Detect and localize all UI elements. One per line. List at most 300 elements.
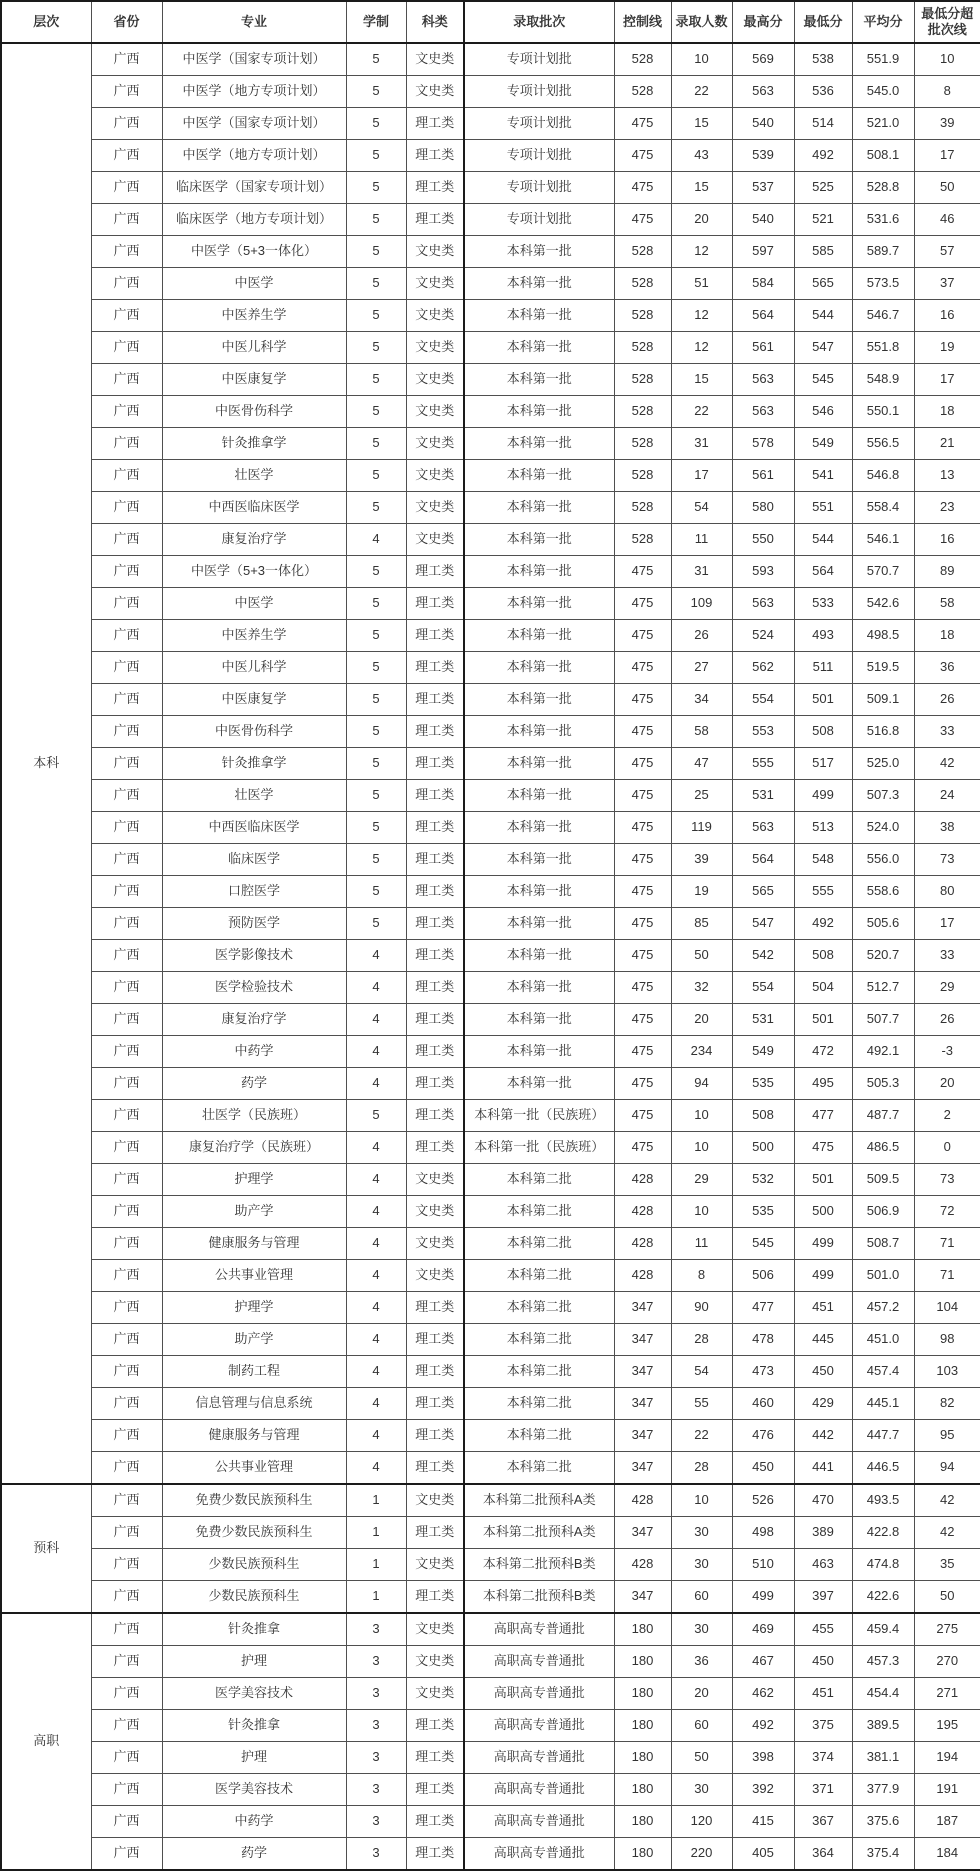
- cell-over-batch-line: 94: [914, 1452, 980, 1485]
- cell-province: 广西: [91, 108, 162, 140]
- cell-lowest-score: 501: [794, 1164, 852, 1196]
- cell-average-score: 445.1: [852, 1388, 914, 1420]
- cell-admitted-count: 10: [671, 1484, 732, 1517]
- cell-major: 针灸推拿: [162, 1710, 346, 1742]
- cell-province: 广西: [91, 1806, 162, 1838]
- col-header-lowest-score: 最低分: [794, 1, 852, 43]
- cell-over-batch-line: 50: [914, 1581, 980, 1614]
- cell-lowest-score: 445: [794, 1324, 852, 1356]
- cell-major: 医学影像技术: [162, 940, 346, 972]
- cell-lowest-score: 367: [794, 1806, 852, 1838]
- cell-average-score: 457.2: [852, 1292, 914, 1324]
- cell-duration: 1: [346, 1549, 406, 1581]
- cell-control-line: 180: [614, 1806, 671, 1838]
- cell-admission-batch: 专项计划批: [464, 43, 614, 76]
- cell-admitted-count: 15: [671, 364, 732, 396]
- cell-lowest-score: 371: [794, 1774, 852, 1806]
- cell-highest-score: 554: [732, 684, 794, 716]
- cell-highest-score: 531: [732, 780, 794, 812]
- cell-major: 针灸推拿学: [162, 428, 346, 460]
- cell-lowest-score: 429: [794, 1388, 852, 1420]
- cell-admission-batch: 本科第二批预科B类: [464, 1581, 614, 1614]
- cell-subject-category: 理工类: [406, 876, 464, 908]
- cell-province: 广西: [91, 1838, 162, 1871]
- cell-average-score: 531.6: [852, 204, 914, 236]
- cell-duration: 5: [346, 1100, 406, 1132]
- cell-subject-category: 理工类: [406, 108, 464, 140]
- cell-duration: 3: [346, 1742, 406, 1774]
- table-row: [1, 1484, 980, 1517]
- cell-average-score: 381.1: [852, 1742, 914, 1774]
- cell-over-batch-line: 98: [914, 1324, 980, 1356]
- cell-over-batch-line: 13: [914, 460, 980, 492]
- table-row: [1, 1068, 980, 1100]
- cell-province: 广西: [91, 620, 162, 652]
- cell-province: 广西: [91, 780, 162, 812]
- cell-admitted-count: 12: [671, 236, 732, 268]
- cell-admission-batch: 本科第一批: [464, 652, 614, 684]
- cell-over-batch-line: 73: [914, 844, 980, 876]
- cell-duration: 4: [346, 1164, 406, 1196]
- cell-admission-batch: 本科第一批: [464, 460, 614, 492]
- cell-highest-score: 584: [732, 268, 794, 300]
- cell-duration: 5: [346, 780, 406, 812]
- cell-admission-batch: 本科第一批: [464, 268, 614, 300]
- cell-over-batch-line: 42: [914, 1517, 980, 1549]
- cell-province: 广西: [91, 556, 162, 588]
- cell-admission-batch: 本科第二批预科A类: [464, 1484, 614, 1517]
- cell-admission-batch: 本科第一批: [464, 940, 614, 972]
- cell-duration: 4: [346, 1388, 406, 1420]
- cell-admitted-count: 54: [671, 492, 732, 524]
- table-row: [1, 1292, 980, 1324]
- cell-over-batch-line: 33: [914, 716, 980, 748]
- cell-duration: 1: [346, 1484, 406, 1517]
- cell-average-score: 498.5: [852, 620, 914, 652]
- cell-subject-category: 理工类: [406, 1324, 464, 1356]
- cell-lowest-score: 455: [794, 1613, 852, 1646]
- cell-over-batch-line: 17: [914, 140, 980, 172]
- cell-admission-batch: 本科第二批: [464, 1292, 614, 1324]
- cell-over-batch-line: 42: [914, 748, 980, 780]
- cell-average-score: 454.4: [852, 1678, 914, 1710]
- cell-subject-category: 文史类: [406, 1484, 464, 1517]
- cell-major: 健康服务与管理: [162, 1420, 346, 1452]
- cell-highest-score: 462: [732, 1678, 794, 1710]
- table-row: [1, 812, 980, 844]
- cell-province: 广西: [91, 1613, 162, 1646]
- cell-over-batch-line: 71: [914, 1260, 980, 1292]
- cell-province: 广西: [91, 300, 162, 332]
- cell-admission-batch: 高职高专普通批: [464, 1678, 614, 1710]
- cell-admission-batch: 本科第二批: [464, 1420, 614, 1452]
- table-row: [1, 748, 980, 780]
- cell-province: 广西: [91, 1774, 162, 1806]
- cell-subject-category: 理工类: [406, 588, 464, 620]
- cell-over-batch-line: 19: [914, 332, 980, 364]
- cell-lowest-score: 472: [794, 1036, 852, 1068]
- cell-control-line: 180: [614, 1678, 671, 1710]
- level-cell: 预科: [1, 1484, 91, 1613]
- cell-admission-batch: 本科第一批（民族班）: [464, 1100, 614, 1132]
- cell-control-line: 528: [614, 428, 671, 460]
- cell-lowest-score: 375: [794, 1710, 852, 1742]
- cell-province: 广西: [91, 1517, 162, 1549]
- cell-duration: 5: [346, 652, 406, 684]
- cell-average-score: 507.3: [852, 780, 914, 812]
- cell-admission-batch: 本科第一批: [464, 780, 614, 812]
- cell-major: 中医学: [162, 588, 346, 620]
- cell-control-line: 475: [614, 940, 671, 972]
- cell-admission-batch: 本科第一批: [464, 748, 614, 780]
- cell-control-line: 528: [614, 524, 671, 556]
- cell-control-line: 475: [614, 204, 671, 236]
- table-row: [1, 364, 980, 396]
- cell-control-line: 475: [614, 1036, 671, 1068]
- cell-province: 广西: [91, 1420, 162, 1452]
- cell-control-line: 475: [614, 620, 671, 652]
- cell-lowest-score: 463: [794, 1549, 852, 1581]
- cell-admitted-count: 58: [671, 716, 732, 748]
- table-row: [1, 1036, 980, 1068]
- cell-highest-score: 540: [732, 204, 794, 236]
- cell-subject-category: 文史类: [406, 1549, 464, 1581]
- cell-subject-category: 文史类: [406, 236, 464, 268]
- cell-control-line: 180: [614, 1710, 671, 1742]
- cell-major: 中西医临床医学: [162, 812, 346, 844]
- cell-admission-batch: 高职高专普通批: [464, 1806, 614, 1838]
- cell-over-batch-line: 26: [914, 684, 980, 716]
- cell-province: 广西: [91, 1388, 162, 1420]
- cell-province: 广西: [91, 908, 162, 940]
- table-row: [1, 1742, 980, 1774]
- cell-control-line: 475: [614, 908, 671, 940]
- cell-highest-score: 549: [732, 1036, 794, 1068]
- cell-average-score: 546.7: [852, 300, 914, 332]
- cell-duration: 5: [346, 108, 406, 140]
- cell-major: 少数民族预科生: [162, 1549, 346, 1581]
- cell-lowest-score: 564: [794, 556, 852, 588]
- cell-admission-batch: 本科第一批: [464, 236, 614, 268]
- cell-control-line: 347: [614, 1292, 671, 1324]
- cell-admitted-count: 85: [671, 908, 732, 940]
- cell-control-line: 180: [614, 1742, 671, 1774]
- cell-over-batch-line: 16: [914, 524, 980, 556]
- table-row: [1, 1838, 980, 1871]
- cell-control-line: 428: [614, 1164, 671, 1196]
- cell-subject-category: 文史类: [406, 364, 464, 396]
- cell-average-score: 545.0: [852, 76, 914, 108]
- table-row: [1, 1452, 980, 1485]
- cell-admitted-count: 15: [671, 172, 732, 204]
- cell-highest-score: 535: [732, 1196, 794, 1228]
- cell-highest-score: 565: [732, 876, 794, 908]
- cell-highest-score: 508: [732, 1100, 794, 1132]
- cell-major: 中医学: [162, 268, 346, 300]
- cell-admission-batch: 本科第二批: [464, 1228, 614, 1260]
- table-row: [1, 1710, 980, 1742]
- cell-control-line: 475: [614, 876, 671, 908]
- cell-highest-score: 492: [732, 1710, 794, 1742]
- cell-subject-category: 文史类: [406, 524, 464, 556]
- cell-over-batch-line: 8: [914, 76, 980, 108]
- cell-admission-batch: 本科第一批: [464, 684, 614, 716]
- cell-subject-category: 文史类: [406, 300, 464, 332]
- cell-subject-category: 理工类: [406, 972, 464, 1004]
- cell-duration: 5: [346, 748, 406, 780]
- table-row: [1, 492, 980, 524]
- cell-major: 中医学（地方专项计划）: [162, 140, 346, 172]
- cell-admission-batch: 本科第一批: [464, 396, 614, 428]
- cell-lowest-score: 450: [794, 1646, 852, 1678]
- cell-subject-category: 文史类: [406, 76, 464, 108]
- cell-province: 广西: [91, 204, 162, 236]
- cell-major: 中医养生学: [162, 620, 346, 652]
- cell-lowest-score: 508: [794, 716, 852, 748]
- cell-duration: 4: [346, 524, 406, 556]
- cell-duration: 4: [346, 972, 406, 1004]
- cell-admitted-count: 119: [671, 812, 732, 844]
- cell-major: 护理: [162, 1646, 346, 1678]
- col-header-control-line: 控制线: [614, 1, 671, 43]
- cell-lowest-score: 511: [794, 652, 852, 684]
- cell-admitted-count: 10: [671, 1132, 732, 1164]
- cell-admitted-count: 27: [671, 652, 732, 684]
- cell-average-score: 487.7: [852, 1100, 914, 1132]
- cell-over-batch-line: 271: [914, 1678, 980, 1710]
- cell-subject-category: 文史类: [406, 332, 464, 364]
- cell-subject-category: 文史类: [406, 396, 464, 428]
- cell-major: 康复治疗学: [162, 524, 346, 556]
- cell-over-batch-line: 23: [914, 492, 980, 524]
- cell-over-batch-line: 26: [914, 1004, 980, 1036]
- cell-average-score: 505.6: [852, 908, 914, 940]
- cell-control-line: 347: [614, 1356, 671, 1388]
- cell-subject-category: 理工类: [406, 1292, 464, 1324]
- cell-control-line: 528: [614, 268, 671, 300]
- table-row: [1, 1196, 980, 1228]
- cell-admitted-count: 20: [671, 204, 732, 236]
- cell-average-score: 520.7: [852, 940, 914, 972]
- cell-control-line: 528: [614, 364, 671, 396]
- table-row: [1, 1132, 980, 1164]
- table-row: [1, 1356, 980, 1388]
- cell-admission-batch: 本科第一批: [464, 492, 614, 524]
- cell-major: 公共事业管理: [162, 1452, 346, 1485]
- cell-province: 广西: [91, 172, 162, 204]
- cell-subject-category: 理工类: [406, 1710, 464, 1742]
- table-row: [1, 204, 980, 236]
- cell-major: 中药学: [162, 1036, 346, 1068]
- cell-average-score: 558.6: [852, 876, 914, 908]
- cell-admitted-count: 30: [671, 1517, 732, 1549]
- cell-admitted-count: 20: [671, 1678, 732, 1710]
- cell-average-score: 525.0: [852, 748, 914, 780]
- cell-province: 广西: [91, 1004, 162, 1036]
- cell-admitted-count: 17: [671, 460, 732, 492]
- cell-province: 广西: [91, 1196, 162, 1228]
- cell-major: 预防医学: [162, 908, 346, 940]
- cell-duration: 5: [346, 204, 406, 236]
- cell-highest-score: 550: [732, 524, 794, 556]
- cell-major: 护理学: [162, 1292, 346, 1324]
- cell-admission-batch: 本科第二批: [464, 1356, 614, 1388]
- cell-highest-score: 477: [732, 1292, 794, 1324]
- cell-subject-category: 文史类: [406, 1260, 464, 1292]
- cell-highest-score: 476: [732, 1420, 794, 1452]
- cell-highest-score: 580: [732, 492, 794, 524]
- cell-over-batch-line: 73: [914, 1164, 980, 1196]
- cell-over-batch-line: 89: [914, 556, 980, 588]
- cell-control-line: 528: [614, 43, 671, 76]
- cell-subject-category: 文史类: [406, 428, 464, 460]
- cell-control-line: 347: [614, 1517, 671, 1549]
- cell-control-line: 528: [614, 300, 671, 332]
- cell-control-line: 475: [614, 844, 671, 876]
- cell-average-score: 509.1: [852, 684, 914, 716]
- cell-province: 广西: [91, 1356, 162, 1388]
- cell-highest-score: 478: [732, 1324, 794, 1356]
- cell-admission-batch: 本科第一批（民族班）: [464, 1132, 614, 1164]
- cell-subject-category: 理工类: [406, 1838, 464, 1871]
- cell-admitted-count: 22: [671, 396, 732, 428]
- table-row: [1, 1004, 980, 1036]
- cell-admission-batch: 本科第一批: [464, 876, 614, 908]
- cell-province: 广西: [91, 43, 162, 76]
- cell-average-score: 542.6: [852, 588, 914, 620]
- cell-control-line: 428: [614, 1260, 671, 1292]
- cell-control-line: 475: [614, 972, 671, 1004]
- cell-admitted-count: 19: [671, 876, 732, 908]
- cell-admission-batch: 本科第二批预科A类: [464, 1517, 614, 1549]
- cell-duration: 4: [346, 1068, 406, 1100]
- cell-lowest-score: 492: [794, 908, 852, 940]
- cell-over-batch-line: -3: [914, 1036, 980, 1068]
- cell-admission-batch: 本科第二批: [464, 1260, 614, 1292]
- table-row: [1, 300, 980, 332]
- cell-subject-category: 理工类: [406, 684, 464, 716]
- cell-control-line: 528: [614, 332, 671, 364]
- cell-over-batch-line: 17: [914, 364, 980, 396]
- cell-lowest-score: 521: [794, 204, 852, 236]
- cell-major: 口腔医学: [162, 876, 346, 908]
- cell-duration: 5: [346, 588, 406, 620]
- cell-lowest-score: 547: [794, 332, 852, 364]
- cell-lowest-score: 364: [794, 1838, 852, 1871]
- cell-control-line: 475: [614, 684, 671, 716]
- cell-over-batch-line: 50: [914, 172, 980, 204]
- cell-duration: 5: [346, 268, 406, 300]
- cell-average-score: 519.5: [852, 652, 914, 684]
- cell-duration: 3: [346, 1838, 406, 1871]
- cell-duration: 5: [346, 844, 406, 876]
- cell-lowest-score: 477: [794, 1100, 852, 1132]
- cell-admitted-count: 54: [671, 1356, 732, 1388]
- cell-subject-category: 理工类: [406, 1004, 464, 1036]
- cell-average-score: 509.5: [852, 1164, 914, 1196]
- cell-average-score: 447.7: [852, 1420, 914, 1452]
- cell-admission-batch: 高职高专普通批: [464, 1742, 614, 1774]
- cell-admission-batch: 高职高专普通批: [464, 1613, 614, 1646]
- cell-admitted-count: 220: [671, 1838, 732, 1871]
- cell-highest-score: 531: [732, 1004, 794, 1036]
- cell-subject-category: 理工类: [406, 1356, 464, 1388]
- cell-average-score: 556.0: [852, 844, 914, 876]
- cell-lowest-score: 544: [794, 524, 852, 556]
- cell-province: 广西: [91, 940, 162, 972]
- cell-subject-category: 文史类: [406, 268, 464, 300]
- cell-admission-batch: 本科第一批: [464, 300, 614, 332]
- table-row: [1, 1388, 980, 1420]
- col-header-subject-category: 科类: [406, 1, 464, 43]
- cell-subject-category: 理工类: [406, 172, 464, 204]
- cell-major: 康复治疗学（民族班）: [162, 1132, 346, 1164]
- cell-admitted-count: 234: [671, 1036, 732, 1068]
- cell-highest-score: 510: [732, 1549, 794, 1581]
- cell-highest-score: 392: [732, 1774, 794, 1806]
- cell-province: 广西: [91, 1132, 162, 1164]
- cell-average-score: 422.8: [852, 1517, 914, 1549]
- cell-duration: 4: [346, 1292, 406, 1324]
- cell-admission-batch: 本科第一批: [464, 524, 614, 556]
- cell-control-line: 528: [614, 460, 671, 492]
- cell-subject-category: 理工类: [406, 1100, 464, 1132]
- cell-highest-score: 563: [732, 812, 794, 844]
- cell-highest-score: 405: [732, 1838, 794, 1871]
- table-row: [1, 844, 980, 876]
- cell-average-score: 506.9: [852, 1196, 914, 1228]
- cell-over-batch-line: 46: [914, 204, 980, 236]
- cell-highest-score: 547: [732, 908, 794, 940]
- cell-major: 壮医学: [162, 460, 346, 492]
- cell-admission-batch: 专项计划批: [464, 108, 614, 140]
- cell-over-batch-line: 18: [914, 396, 980, 428]
- cell-province: 广西: [91, 1228, 162, 1260]
- cell-major: 临床医学（地方专项计划）: [162, 204, 346, 236]
- cell-major: 制药工程: [162, 1356, 346, 1388]
- cell-admitted-count: 94: [671, 1068, 732, 1100]
- level-cell: 本科: [1, 43, 91, 1484]
- cell-admitted-count: 50: [671, 940, 732, 972]
- cell-admitted-count: 109: [671, 588, 732, 620]
- cell-duration: 3: [346, 1774, 406, 1806]
- cell-average-score: 474.8: [852, 1549, 914, 1581]
- cell-duration: 5: [346, 908, 406, 940]
- cell-over-batch-line: 275: [914, 1613, 980, 1646]
- cell-control-line: 347: [614, 1324, 671, 1356]
- cell-admitted-count: 55: [671, 1388, 732, 1420]
- col-header-over-batch-line: [914, 1, 980, 43]
- cell-control-line: 475: [614, 556, 671, 588]
- cell-admitted-count: 12: [671, 300, 732, 332]
- cell-lowest-score: 536: [794, 76, 852, 108]
- cell-average-score: 558.4: [852, 492, 914, 524]
- cell-admitted-count: 29: [671, 1164, 732, 1196]
- table-row: [1, 876, 980, 908]
- cell-highest-score: 498: [732, 1517, 794, 1549]
- cell-province: 广西: [91, 1068, 162, 1100]
- cell-duration: 3: [346, 1646, 406, 1678]
- cell-duration: 5: [346, 428, 406, 460]
- cell-admission-batch: 本科第二批预科B类: [464, 1549, 614, 1581]
- cell-control-line: 475: [614, 1068, 671, 1100]
- table-row: [1, 140, 980, 172]
- cell-admission-batch: 本科第一批: [464, 620, 614, 652]
- col-header-admission-batch: 录取批次: [464, 1, 614, 43]
- cell-lowest-score: 513: [794, 812, 852, 844]
- cell-average-score: 550.1: [852, 396, 914, 428]
- table-row: [1, 780, 980, 812]
